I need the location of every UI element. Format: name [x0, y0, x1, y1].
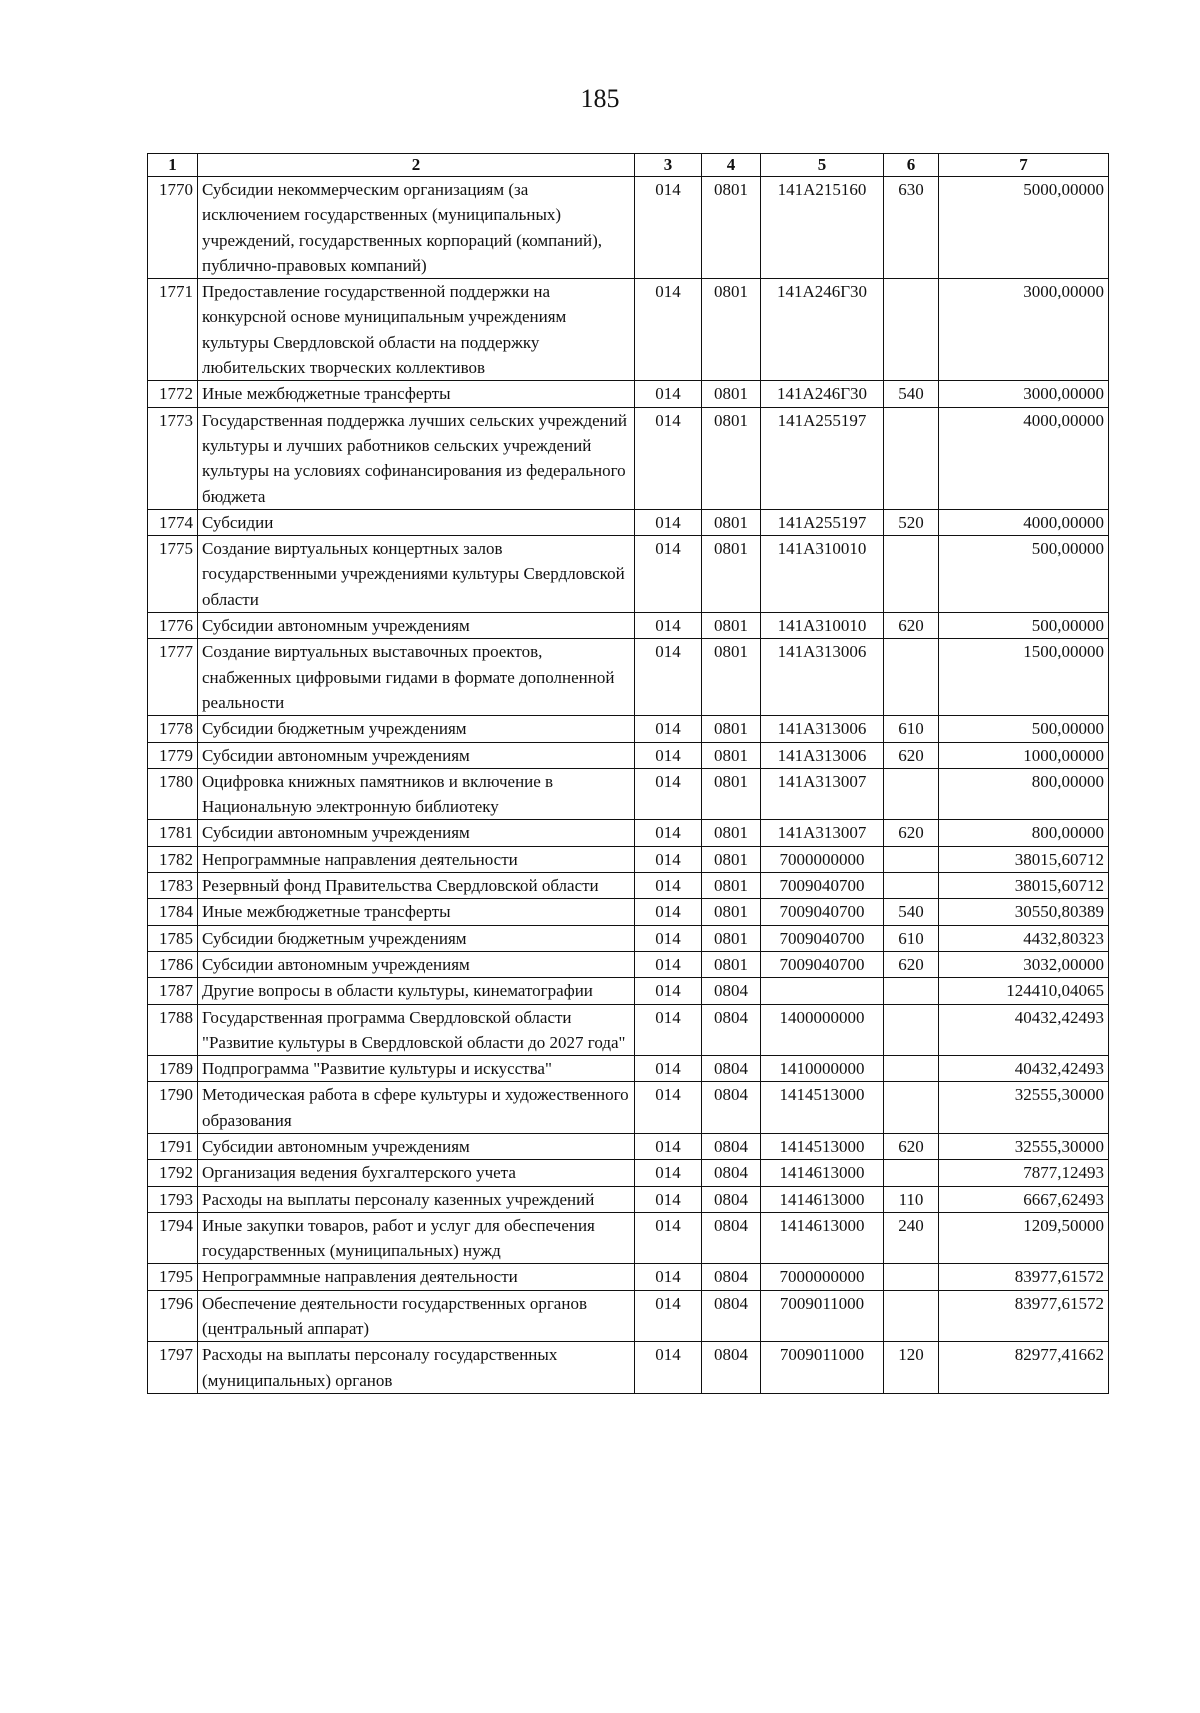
expense-type-code: 620 — [884, 951, 939, 977]
expense-type-code: 610 — [884, 925, 939, 951]
section-code: 0804 — [702, 1160, 761, 1186]
row-number: 1771 — [148, 279, 198, 381]
expense-type-code — [884, 846, 939, 872]
item-name: Расходы на выплаты персоналу государственных (муниципальных) органов — [198, 1342, 635, 1394]
section-code: 0801 — [702, 177, 761, 279]
table-row — [148, 536, 1109, 613]
expense-type-code — [884, 639, 939, 716]
table-row — [148, 820, 1109, 846]
item-name: Субсидии автономным учреждениям — [198, 820, 635, 846]
target-article-code: 141А313006 — [761, 742, 884, 768]
table-row — [148, 1290, 1109, 1342]
admin-code: 014 — [635, 613, 702, 639]
amount: 83977,61572 — [939, 1264, 1109, 1290]
table-row — [148, 951, 1109, 977]
section-code: 0801 — [702, 509, 761, 535]
table-row — [148, 899, 1109, 925]
table-row — [148, 1082, 1109, 1134]
expense-type-code — [884, 1160, 939, 1186]
section-code: 0801 — [702, 951, 761, 977]
row-number: 1792 — [148, 1160, 198, 1186]
expense-type-code — [884, 279, 939, 381]
admin-code: 014 — [635, 1212, 702, 1264]
table-row — [148, 1212, 1109, 1264]
amount: 32555,30000 — [939, 1133, 1109, 1159]
section-code: 0801 — [702, 873, 761, 899]
row-number: 1772 — [148, 381, 198, 407]
admin-code: 014 — [635, 536, 702, 613]
amount: 1000,00000 — [939, 742, 1109, 768]
amount: 6667,62493 — [939, 1186, 1109, 1212]
admin-code: 014 — [635, 1082, 702, 1134]
amount: 4000,00000 — [939, 509, 1109, 535]
table-row — [148, 768, 1109, 820]
amount: 83977,61572 — [939, 1290, 1109, 1342]
admin-code: 014 — [635, 1056, 702, 1082]
target-article-code: 1414613000 — [761, 1160, 884, 1186]
item-name: Субсидии автономным учреждениям — [198, 951, 635, 977]
section-code: 0801 — [702, 899, 761, 925]
row-number: 1794 — [148, 1212, 198, 1264]
row-number: 1786 — [148, 951, 198, 977]
amount: 82977,41662 — [939, 1342, 1109, 1394]
target-article-code: 7009011000 — [761, 1290, 884, 1342]
target-article-code: 1410000000 — [761, 1056, 884, 1082]
item-name: Субсидии бюджетным учреждениям — [198, 716, 635, 742]
admin-code: 014 — [635, 1160, 702, 1186]
item-name: Создание виртуальных концертных залов государственными учреждениями культуры Свердловской области — [198, 536, 635, 613]
item-name: Другие вопросы в области культуры, кинематографии — [198, 978, 635, 1004]
amount: 800,00000 — [939, 820, 1109, 846]
target-article-code: 141А215160 — [761, 177, 884, 279]
amount: 4000,00000 — [939, 407, 1109, 509]
target-article-code: 141А310010 — [761, 613, 884, 639]
item-name: Субсидии автономным учреждениям — [198, 1133, 635, 1159]
item-name: Непрограммные направления деятельности — [198, 846, 635, 872]
col-header-6: 6 — [884, 154, 939, 177]
row-number: 1790 — [148, 1082, 198, 1134]
expense-type-code — [884, 1056, 939, 1082]
row-number: 1782 — [148, 846, 198, 872]
section-code: 0801 — [702, 716, 761, 742]
target-article-code: 7009040700 — [761, 899, 884, 925]
expense-type-code: 240 — [884, 1212, 939, 1264]
row-number: 1789 — [148, 1056, 198, 1082]
amount: 40432,42493 — [939, 1056, 1109, 1082]
row-number: 1783 — [148, 873, 198, 899]
table-row — [148, 846, 1109, 872]
target-article-code: 1414613000 — [761, 1212, 884, 1264]
table-row — [148, 978, 1109, 1004]
table-row — [148, 509, 1109, 535]
section-code: 0801 — [702, 613, 761, 639]
table-row — [148, 873, 1109, 899]
admin-code: 014 — [635, 1133, 702, 1159]
item-name: Государственная программа Свердловской области "Развитие культуры в Свердловской области до 2027 года" — [198, 1004, 635, 1056]
admin-code: 014 — [635, 279, 702, 381]
row-number: 1785 — [148, 925, 198, 951]
row-number: 1787 — [148, 978, 198, 1004]
target-article-code: 141А246Г30 — [761, 381, 884, 407]
amount: 7877,12493 — [939, 1160, 1109, 1186]
item-name: Иные межбюджетные трансферты — [198, 899, 635, 925]
item-name: Государственная поддержка лучших сельских учреждений культуры и лучших работников сельских учреждений культуры на условиях софинансирования из федерального бюджета — [198, 407, 635, 509]
target-article-code: 141А313006 — [761, 716, 884, 742]
section-code: 0804 — [702, 1212, 761, 1264]
admin-code: 014 — [635, 716, 702, 742]
table-row — [148, 1342, 1109, 1394]
expense-type-code: 620 — [884, 820, 939, 846]
admin-code: 014 — [635, 873, 702, 899]
amount: 3000,00000 — [939, 279, 1109, 381]
item-name: Расходы на выплаты персоналу казенных учреждений — [198, 1186, 635, 1212]
table-row — [148, 279, 1109, 381]
target-article-code: 7009040700 — [761, 925, 884, 951]
admin-code: 014 — [635, 1264, 702, 1290]
target-article-code: 141А255197 — [761, 407, 884, 509]
amount: 1500,00000 — [939, 639, 1109, 716]
row-number: 1795 — [148, 1264, 198, 1290]
col-header-4: 4 — [702, 154, 761, 177]
admin-code: 014 — [635, 899, 702, 925]
target-article-code: 141А313006 — [761, 639, 884, 716]
expense-type-code: 630 — [884, 177, 939, 279]
item-name: Субсидии — [198, 509, 635, 535]
row-number: 1797 — [148, 1342, 198, 1394]
admin-code: 014 — [635, 978, 702, 1004]
section-code: 0804 — [702, 1342, 761, 1394]
table-row — [148, 716, 1109, 742]
expense-type-code: 120 — [884, 1342, 939, 1394]
admin-code: 014 — [635, 407, 702, 509]
admin-code: 014 — [635, 381, 702, 407]
target-article-code: 1414613000 — [761, 1186, 884, 1212]
table-row — [148, 1133, 1109, 1159]
expense-type-code — [884, 407, 939, 509]
table-row — [148, 1056, 1109, 1082]
col-header-3: 3 — [635, 154, 702, 177]
row-number: 1773 — [148, 407, 198, 509]
item-name: Предоставление государственной поддержки на конкурсной основе муниципальным учреждениям культуры Свердловской области на поддержку любительских творческих коллективов — [198, 279, 635, 381]
table-row — [148, 381, 1109, 407]
expense-type-code: 620 — [884, 613, 939, 639]
page-number: 185 — [580, 84, 620, 113]
section-code: 0801 — [702, 279, 761, 381]
admin-code: 014 — [635, 768, 702, 820]
target-article-code: 7000000000 — [761, 1264, 884, 1290]
section-code: 0804 — [702, 1290, 761, 1342]
target-article-code: 7000000000 — [761, 846, 884, 872]
amount: 38015,60712 — [939, 846, 1109, 872]
item-name: Иные межбюджетные трансферты — [198, 381, 635, 407]
section-code: 0804 — [702, 978, 761, 1004]
amount: 1209,50000 — [939, 1212, 1109, 1264]
table-row — [148, 1160, 1109, 1186]
table-row — [148, 613, 1109, 639]
section-code: 0804 — [702, 1186, 761, 1212]
expense-type-code — [884, 1264, 939, 1290]
amount: 124410,04065 — [939, 978, 1109, 1004]
item-name: Субсидии некоммерческим организациям (за исключением государственных (муниципальных) учреждений, государственных корпораций (компаний), публично-правовых компаний) — [198, 177, 635, 279]
target-article-code: 141А255197 — [761, 509, 884, 535]
expense-type-code — [884, 768, 939, 820]
expense-type-code — [884, 1290, 939, 1342]
amount: 5000,00000 — [939, 177, 1109, 279]
item-name: Организация ведения бухгалтерского учета — [198, 1160, 635, 1186]
section-code: 0804 — [702, 1004, 761, 1056]
item-name: Методическая работа в сфере культуры и художественного образования — [198, 1082, 635, 1134]
target-article-code: 1400000000 — [761, 1004, 884, 1056]
table-body — [148, 177, 1109, 1394]
row-number: 1779 — [148, 742, 198, 768]
target-article-code: 1414513000 — [761, 1133, 884, 1159]
header-row — [148, 154, 1109, 177]
section-code: 0804 — [702, 1056, 761, 1082]
amount: 4432,80323 — [939, 925, 1109, 951]
admin-code: 014 — [635, 951, 702, 977]
table-row — [148, 1186, 1109, 1212]
section-code: 0804 — [702, 1133, 761, 1159]
section-code: 0801 — [702, 381, 761, 407]
expense-type-code: 620 — [884, 742, 939, 768]
col-header-7: 7 — [939, 154, 1109, 177]
item-name: Иные закупки товаров, работ и услуг для обеспечения государственных (муниципальных) нужд — [198, 1212, 635, 1264]
section-code: 0801 — [702, 768, 761, 820]
target-article-code: 141А313007 — [761, 820, 884, 846]
expense-type-code — [884, 1004, 939, 1056]
expense-type-code — [884, 1082, 939, 1134]
item-name: Субсидии бюджетным учреждениям — [198, 925, 635, 951]
item-name: Подпрограмма "Развитие культуры и искусства" — [198, 1056, 635, 1082]
section-code: 0801 — [702, 820, 761, 846]
table-row — [148, 742, 1109, 768]
admin-code: 014 — [635, 1342, 702, 1394]
item-name: Оцифровка книжных памятников и включение в Национальную электронную библиотеку — [198, 768, 635, 820]
amount: 800,00000 — [939, 768, 1109, 820]
row-number: 1788 — [148, 1004, 198, 1056]
expense-type-code: 110 — [884, 1186, 939, 1212]
row-number: 1770 — [148, 177, 198, 279]
admin-code: 014 — [635, 820, 702, 846]
target-article-code: 1414513000 — [761, 1082, 884, 1134]
row-number: 1774 — [148, 509, 198, 535]
expense-type-code: 620 — [884, 1133, 939, 1159]
amount: 500,00000 — [939, 613, 1109, 639]
amount: 3000,00000 — [939, 381, 1109, 407]
target-article-code: 7009011000 — [761, 1342, 884, 1394]
item-name: Непрограммные направления деятельности — [198, 1264, 635, 1290]
amount: 38015,60712 — [939, 873, 1109, 899]
section-code: 0801 — [702, 925, 761, 951]
table-row — [148, 407, 1109, 509]
admin-code: 014 — [635, 639, 702, 716]
expense-type-code: 610 — [884, 716, 939, 742]
section-code: 0801 — [702, 536, 761, 613]
row-number: 1781 — [148, 820, 198, 846]
target-article-code: 7009040700 — [761, 951, 884, 977]
expense-type-code — [884, 536, 939, 613]
row-number: 1784 — [148, 899, 198, 925]
amount: 3032,00000 — [939, 951, 1109, 977]
target-article-code — [761, 978, 884, 1004]
col-header-5: 5 — [761, 154, 884, 177]
amount: 500,00000 — [939, 536, 1109, 613]
table-row — [148, 177, 1109, 279]
row-number: 1775 — [148, 536, 198, 613]
expense-type-code: 520 — [884, 509, 939, 535]
table-row — [148, 1264, 1109, 1290]
item-name: Субсидии автономным учреждениям — [198, 613, 635, 639]
admin-code: 014 — [635, 1186, 702, 1212]
admin-code: 014 — [635, 177, 702, 279]
item-name: Субсидии автономным учреждениям — [198, 742, 635, 768]
amount: 32555,30000 — [939, 1082, 1109, 1134]
section-code: 0804 — [702, 1082, 761, 1134]
expense-type-code — [884, 978, 939, 1004]
admin-code: 014 — [635, 509, 702, 535]
section-code: 0801 — [702, 639, 761, 716]
expense-type-code — [884, 873, 939, 899]
admin-code: 014 — [635, 1290, 702, 1342]
admin-code: 014 — [635, 1004, 702, 1056]
expense-type-code: 540 — [884, 381, 939, 407]
row-number: 1778 — [148, 716, 198, 742]
table-row — [148, 925, 1109, 951]
row-number: 1796 — [148, 1290, 198, 1342]
section-code: 0801 — [702, 407, 761, 509]
item-name: Создание виртуальных выставочных проектов, снабженных цифровыми гидами в формате дополненной реальности — [198, 639, 635, 716]
col-header-1: 1 — [148, 154, 198, 177]
target-article-code: 141А246Г30 — [761, 279, 884, 381]
expense-type-code: 540 — [884, 899, 939, 925]
budget-table — [147, 153, 1109, 1394]
item-name: Обеспечение деятельности государственных органов (центральный аппарат) — [198, 1290, 635, 1342]
target-article-code: 7009040700 — [761, 873, 884, 899]
section-code: 0801 — [702, 846, 761, 872]
col-header-2: 2 — [198, 154, 635, 177]
table-row — [148, 1004, 1109, 1056]
item-name: Резервный фонд Правительства Свердловской области — [198, 873, 635, 899]
row-number: 1777 — [148, 639, 198, 716]
section-code: 0804 — [702, 1264, 761, 1290]
amount: 40432,42493 — [939, 1004, 1109, 1056]
admin-code: 014 — [635, 742, 702, 768]
row-number: 1780 — [148, 768, 198, 820]
section-code: 0801 — [702, 742, 761, 768]
amount: 30550,80389 — [939, 899, 1109, 925]
admin-code: 014 — [635, 925, 702, 951]
table-row — [148, 639, 1109, 716]
target-article-code: 141А310010 — [761, 536, 884, 613]
admin-code: 014 — [635, 846, 702, 872]
row-number: 1791 — [148, 1133, 198, 1159]
row-number: 1793 — [148, 1186, 198, 1212]
amount: 500,00000 — [939, 716, 1109, 742]
target-article-code: 141А313007 — [761, 768, 884, 820]
row-number: 1776 — [148, 613, 198, 639]
